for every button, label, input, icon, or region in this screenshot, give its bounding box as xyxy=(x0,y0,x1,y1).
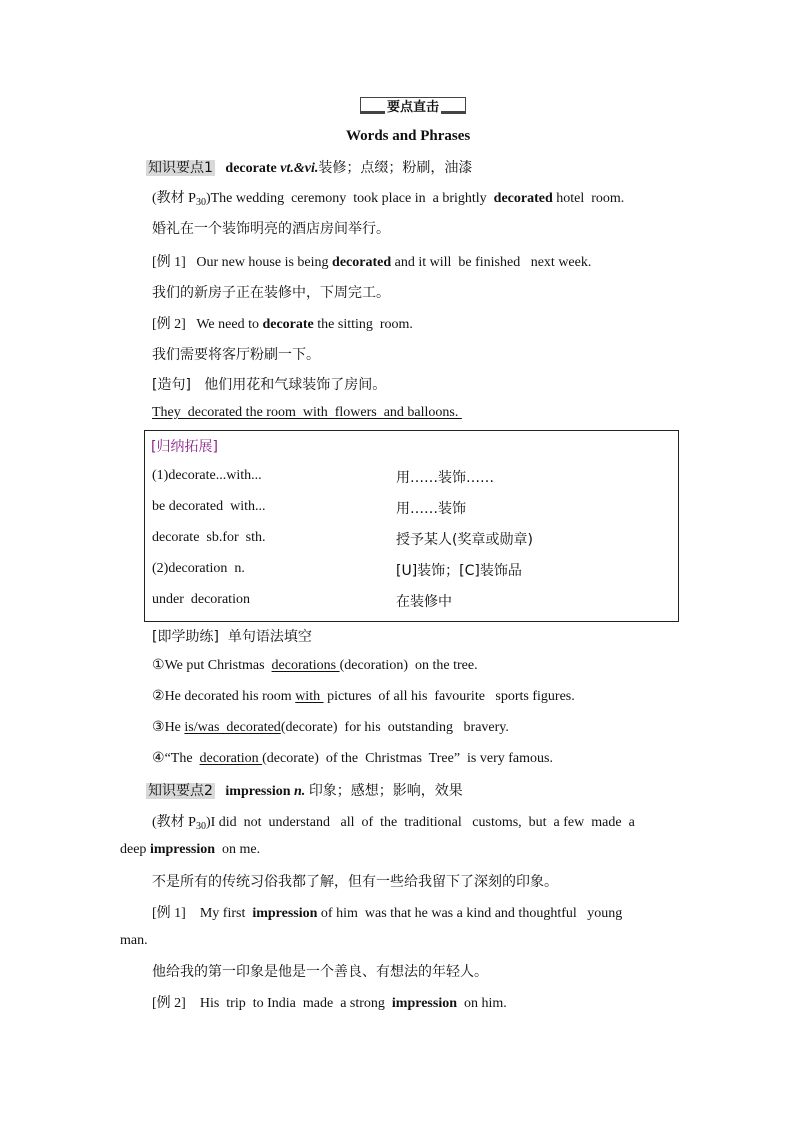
kp2-meaning: 印象；感想；影响，效果 xyxy=(308,783,463,799)
keyword: impression xyxy=(391,996,457,1011)
practice-heading xyxy=(152,626,312,646)
question-number: ④ xyxy=(152,751,165,766)
practice-q1 xyxy=(152,657,478,674)
answer-blank: with xyxy=(295,689,324,704)
kp2-textbook-cn: 不是所有的传统习俗我都了解，但有一些给我留下了深刻的印象。 xyxy=(152,874,558,890)
practice-q2 xyxy=(152,688,575,705)
question-text: pictures of all his favourite sports figures. xyxy=(323,689,575,704)
keyword: decorate xyxy=(262,317,314,332)
question-number: ① xyxy=(152,658,165,673)
keyword: impression xyxy=(149,842,216,857)
sentence-text: on him. xyxy=(457,996,507,1011)
summary-row-4-cn: [U]装饰；[C]装饰品 xyxy=(396,563,522,579)
question-text: He decorated his room xyxy=(164,689,296,704)
sentence-text: and it will be finished next week. xyxy=(391,255,592,270)
kp2-badge: 知识要点2 xyxy=(148,783,213,799)
practice-q3 xyxy=(152,719,509,736)
textbook-page: 30 xyxy=(195,821,206,832)
question-number: ③ xyxy=(152,720,165,735)
page-title: Words and Phrases xyxy=(346,128,471,144)
question-text: “The xyxy=(164,751,200,766)
question-text: He xyxy=(164,720,185,735)
kp1-meaning: 装修；点缀；粉刷，油漆 xyxy=(318,160,473,176)
kp2-example-2 xyxy=(152,992,507,1012)
kp1-example-2 xyxy=(152,313,413,333)
textbook-prefix: (教材 P xyxy=(152,191,196,206)
keyword: decorated xyxy=(493,191,553,206)
answer-blank: is/was decorated xyxy=(184,720,281,735)
summary-row-3-en: decorate sb.for sth. xyxy=(152,530,266,545)
keyword: impression xyxy=(252,906,318,921)
summary-row-1-en: (1)decorate...with... xyxy=(152,468,262,483)
kp2-textbook-en-1 xyxy=(152,811,635,832)
make-label: [造句] xyxy=(152,377,191,393)
summary-row-3-cn: 授予某人(奖章或勋章) xyxy=(396,532,533,548)
sentence-text: His trip to India made a strong xyxy=(199,996,392,1011)
summary-title: [归纳拓展] xyxy=(151,439,218,455)
keyword: decorated xyxy=(332,255,392,270)
practice-q4 xyxy=(152,750,553,767)
kp1-textbook-cn: 婚礼在一个装饰明亮的酒店房间举行。 xyxy=(152,221,390,237)
kp2-heading xyxy=(146,780,463,800)
practice-task: 单句语法填空 xyxy=(227,629,312,645)
kp2-example-1 xyxy=(152,902,622,922)
answer-blank: decoration xyxy=(199,751,263,766)
section-header-text: 要点直击 xyxy=(386,100,439,115)
example-label: [例 2] xyxy=(152,996,186,1011)
kp2-word: impression xyxy=(225,784,291,799)
sentence-text: )I did not understand all of the traditional customs, but a few made a xyxy=(205,815,635,830)
kp1-heading xyxy=(146,157,472,177)
kp2-pos: n. xyxy=(294,784,306,799)
kp1-example-1-cn: 我们的新房子正在装修中，下周完工。 xyxy=(152,285,390,301)
answer-blank: decorations xyxy=(271,658,340,673)
kp1-example-1 xyxy=(152,251,591,271)
kp1-textbook-en xyxy=(152,187,624,208)
kp1-badge: 知识要点1 xyxy=(148,160,213,176)
make-cn: 他们用花和气球装饰了房间。 xyxy=(204,377,387,393)
summary-row-2-en: be decorated with... xyxy=(152,499,266,514)
textbook-page: 30 xyxy=(195,197,206,208)
summary-row-4-en: (2)decoration n. xyxy=(152,561,245,576)
example-label: [例 1] xyxy=(152,255,186,270)
summary-row-5-en: under decoration xyxy=(152,592,250,607)
summary-row-1-cn: 用……装饰…… xyxy=(396,470,494,486)
kp1-example-2-cn: 我们需要将客厅粉刷一下。 xyxy=(152,347,320,363)
question-text: We put Christmas xyxy=(164,658,272,673)
kp1-word: decorate xyxy=(225,161,277,176)
question-number: ② xyxy=(152,689,165,704)
question-text: (decoration) on the tree. xyxy=(339,658,478,673)
question-text: (decorate) for his outstanding bravery. xyxy=(280,720,509,735)
kp2-textbook-en-2 xyxy=(120,842,260,858)
sentence-text: )The wedding ceremony took place in a brightly xyxy=(205,191,494,206)
sentence-text: on me. xyxy=(215,842,261,857)
sentence-text: hotel room. xyxy=(552,191,625,206)
kp1-make-answer: They decorated the room with flowers and balloons. xyxy=(152,405,462,420)
summary-row-2-cn: 用……装饰 xyxy=(396,501,466,517)
kp2-example-1-line2: man. xyxy=(120,933,148,948)
question-text: (decorate) of the Christmas Tree” is very famous. xyxy=(262,751,553,766)
example-label: [例 1] xyxy=(152,906,186,921)
sentence-text: My first xyxy=(199,906,253,921)
summary-row-5-cn: 在装修中 xyxy=(396,594,452,610)
sentence-text: the sitting room. xyxy=(313,317,413,332)
sentence-text: of him was that he was a kind and thoughtful young xyxy=(317,906,623,921)
kp2-example-1-cn: 他给我的第一印象是他是一个善良、有想法的年轻人。 xyxy=(152,964,488,980)
sentence-text: We need to xyxy=(196,317,263,332)
textbook-prefix: (教材 P xyxy=(152,815,196,830)
kp1-pos: vt.&vi. xyxy=(280,161,319,176)
sentence-text: deep xyxy=(120,842,150,857)
practice-label: [即学助练] xyxy=(152,629,219,645)
kp1-make-sentence xyxy=(152,374,386,394)
example-label: [例 2] xyxy=(152,317,186,332)
sentence-text: Our new house is being xyxy=(196,255,333,270)
section-header xyxy=(360,97,466,113)
